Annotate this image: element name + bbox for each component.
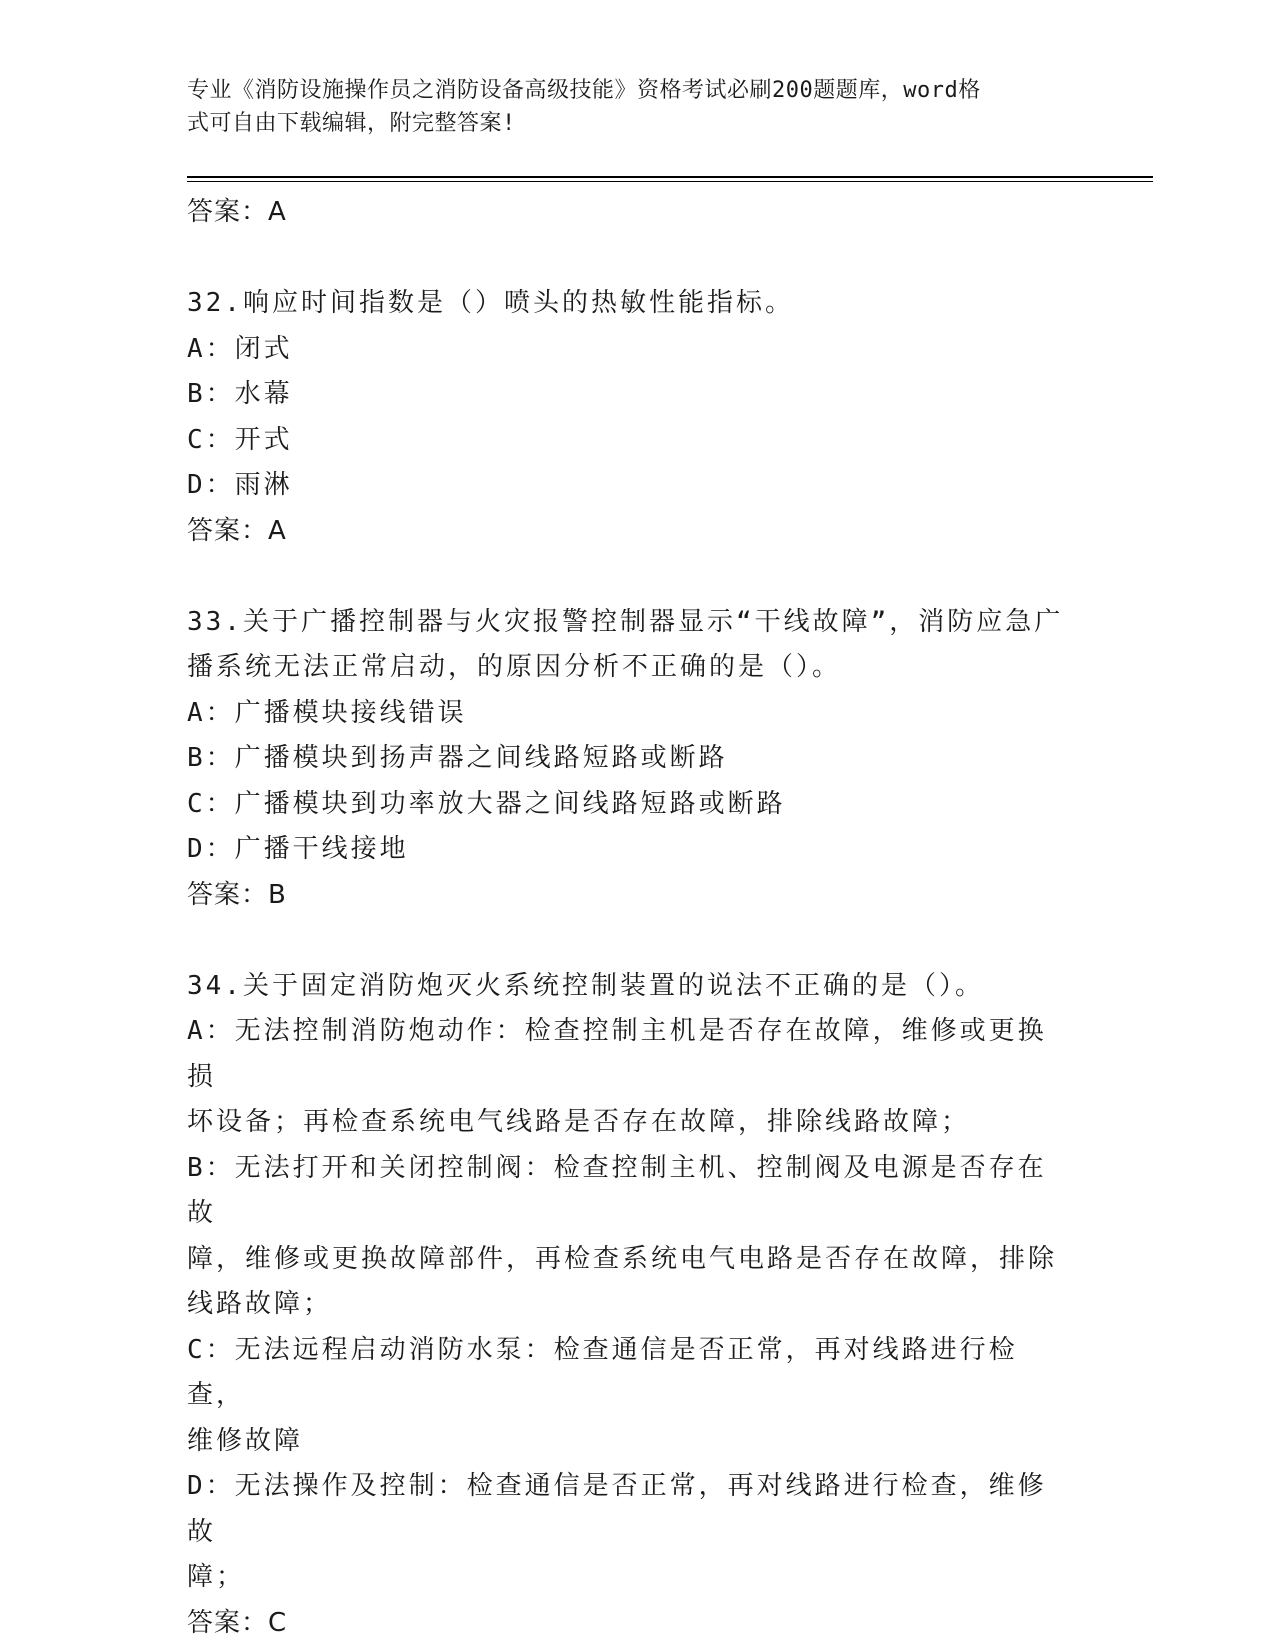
answer: 答案：B	[187, 879, 287, 910]
question-stem-continued: 播系统无法正常启动，的原因分析不正确的是（）。	[187, 652, 842, 682]
document-body	[187, 190, 1067, 1646]
header-line-1: 专业《消防设施操作员之消防设备高级技能》资格考试必刷200题题库，word格	[187, 78, 981, 103]
question-stem: 34.关于固定消防炮灭火系统控制装置的说法不正确的是（）。	[187, 970, 984, 1001]
option-a: A：无法控制消防炮动作：检查控制主机是否存在故障，维修或更换损	[187, 1016, 1047, 1092]
spacer	[187, 918, 1067, 964]
answer: 答案：C	[187, 1607, 288, 1638]
option-b: B：无法打开和关闭控制阀：检查控制主机、控制阀及电源是否存在故	[187, 1152, 1047, 1228]
option-d: D：广播干线接地	[187, 834, 409, 864]
question-34	[187, 964, 1067, 1647]
option-a: A：广播模块接线错误	[187, 697, 467, 728]
question-stem: 32.响应时间指数是（）喷头的热敏性能指标。	[187, 288, 794, 318]
option-d: D：雨淋	[187, 470, 293, 500]
option-c: C：广播模块到功率放大器之间线路短路或断路	[187, 788, 786, 819]
option-d: D：无法操作及控制：检查通信是否正常，再对线路进行检查，维修故	[187, 1471, 1047, 1547]
spacer	[187, 554, 1067, 600]
header-rule-thin	[187, 181, 1153, 182]
option-b: B：广播模块到扬声器之间线路短路或断路	[187, 743, 728, 773]
question-stem: 33.关于广播控制器与火灾报警控制器显示“干线故障”，消防应急广	[187, 606, 1064, 637]
option-b: B：水幕	[187, 379, 293, 409]
option-c: C：开式	[187, 424, 293, 455]
option-b-continued: 障，维修或更换故障部件，再检查系统电气电路是否存在故障，排除	[187, 1243, 1058, 1274]
option-c: C：无法远程启动消防水泵：检查通信是否正常，再对线路进行检查，	[187, 1334, 1018, 1410]
answer: 答案：A	[187, 515, 287, 546]
question-32	[187, 281, 1067, 554]
previous-answer: 答案：A	[187, 197, 287, 227]
question-33	[187, 600, 1067, 919]
option-c-continued: 维修故障	[187, 1425, 304, 1456]
header-rule-thick	[187, 176, 1153, 178]
option-d-continued: 障；	[187, 1562, 246, 1592]
option-a: A：闭式	[187, 333, 293, 364]
option-b-continued: 线路故障；	[187, 1289, 333, 1319]
header-line-2: 式可自由下载编辑，附完整答案!	[187, 111, 516, 136]
document-header	[187, 74, 1087, 140]
option-a-continued: 坏设备；再检查系统电气线路是否存在故障，排除线路故障；	[187, 1107, 971, 1137]
spacer	[187, 236, 1067, 282]
